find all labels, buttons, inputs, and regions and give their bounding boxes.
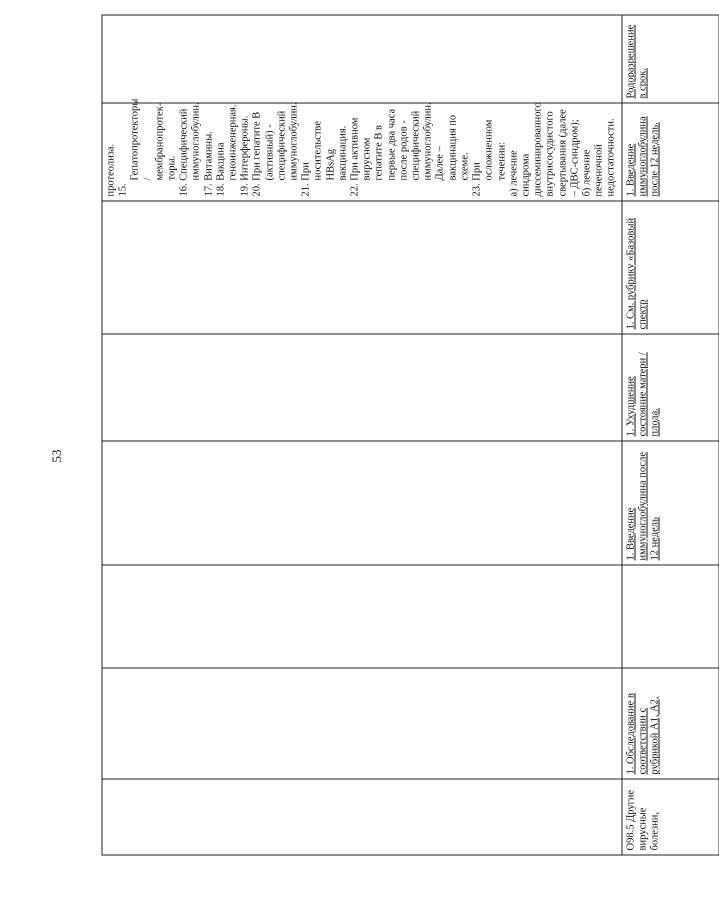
treatment-item: 17. Витамины. bbox=[203, 131, 215, 197]
table-row bbox=[622, 15, 719, 855]
clinic-signs-cell bbox=[622, 565, 719, 668]
table-row bbox=[102, 15, 622, 855]
treatment-item: 19. Интерфероны. bbox=[239, 115, 251, 197]
rotated-table-frame bbox=[102, 16, 661, 856]
treatment-list-cell: 1. Введение иммуноглобулина после 12 недель. bbox=[622, 103, 719, 201]
spectrum-cell: 1. См. рубрику «Базовый спектр bbox=[622, 201, 719, 334]
examination-cell: 1. Обследование в соответствии с рубрикой А1, А2, bbox=[622, 668, 719, 779]
treatment-item: 20. При гепатите В (активный) - специфический иммуноглобулин. bbox=[251, 102, 300, 197]
treatment-item: 22. При активном вирусном гепатите В в первые два часа после родов - специфический иммуноглобулин. Далее – вакцинация по схеме. bbox=[349, 102, 471, 197]
treatment-item: 21. При носительстве HBsAg вакцинация. bbox=[300, 121, 349, 197]
treatment-item: а) лечение синдрома диссеминированного внутрисосудистого свертывания (далее – ДВС-синдром); bbox=[508, 102, 581, 197]
diagnosis-cell: O98.5 Другие вирусные болезни, bbox=[622, 779, 719, 855]
examination-cell bbox=[102, 668, 622, 779]
clinic-signs-cell bbox=[102, 565, 622, 668]
page-number: 53 bbox=[49, 449, 64, 463]
delivery-cell bbox=[102, 15, 622, 103]
treatment-item: протеолиза. bbox=[105, 143, 117, 197]
diagnosis-cell bbox=[102, 779, 622, 855]
treatment-cell: 1. Введение иммуноглобулина после 12 недель bbox=[622, 441, 719, 565]
treatment-item: б) лечение печеночной недостаточности. bbox=[581, 118, 617, 197]
treatment-list-cell bbox=[102, 98, 622, 201]
treatment-item: 16. Специфический иммуноглобулин. bbox=[178, 102, 202, 197]
complications-cell bbox=[102, 334, 622, 441]
treatment-cell bbox=[102, 441, 622, 565]
spectrum-cell bbox=[102, 201, 622, 334]
treatment-item: 18. Вакцина геноинженерная. bbox=[215, 104, 239, 197]
complications-cell: 1. Ухудшение состояние матери / плода. bbox=[622, 334, 719, 441]
delivery-cell: Родоразрешение в срок. bbox=[622, 15, 719, 103]
treatment-item: 15. Гепатопротекторы / мембранопротек-торы. bbox=[117, 98, 178, 197]
protocol-table bbox=[102, 15, 719, 856]
treatment-item: 23. При осложненном течении: bbox=[471, 119, 507, 197]
